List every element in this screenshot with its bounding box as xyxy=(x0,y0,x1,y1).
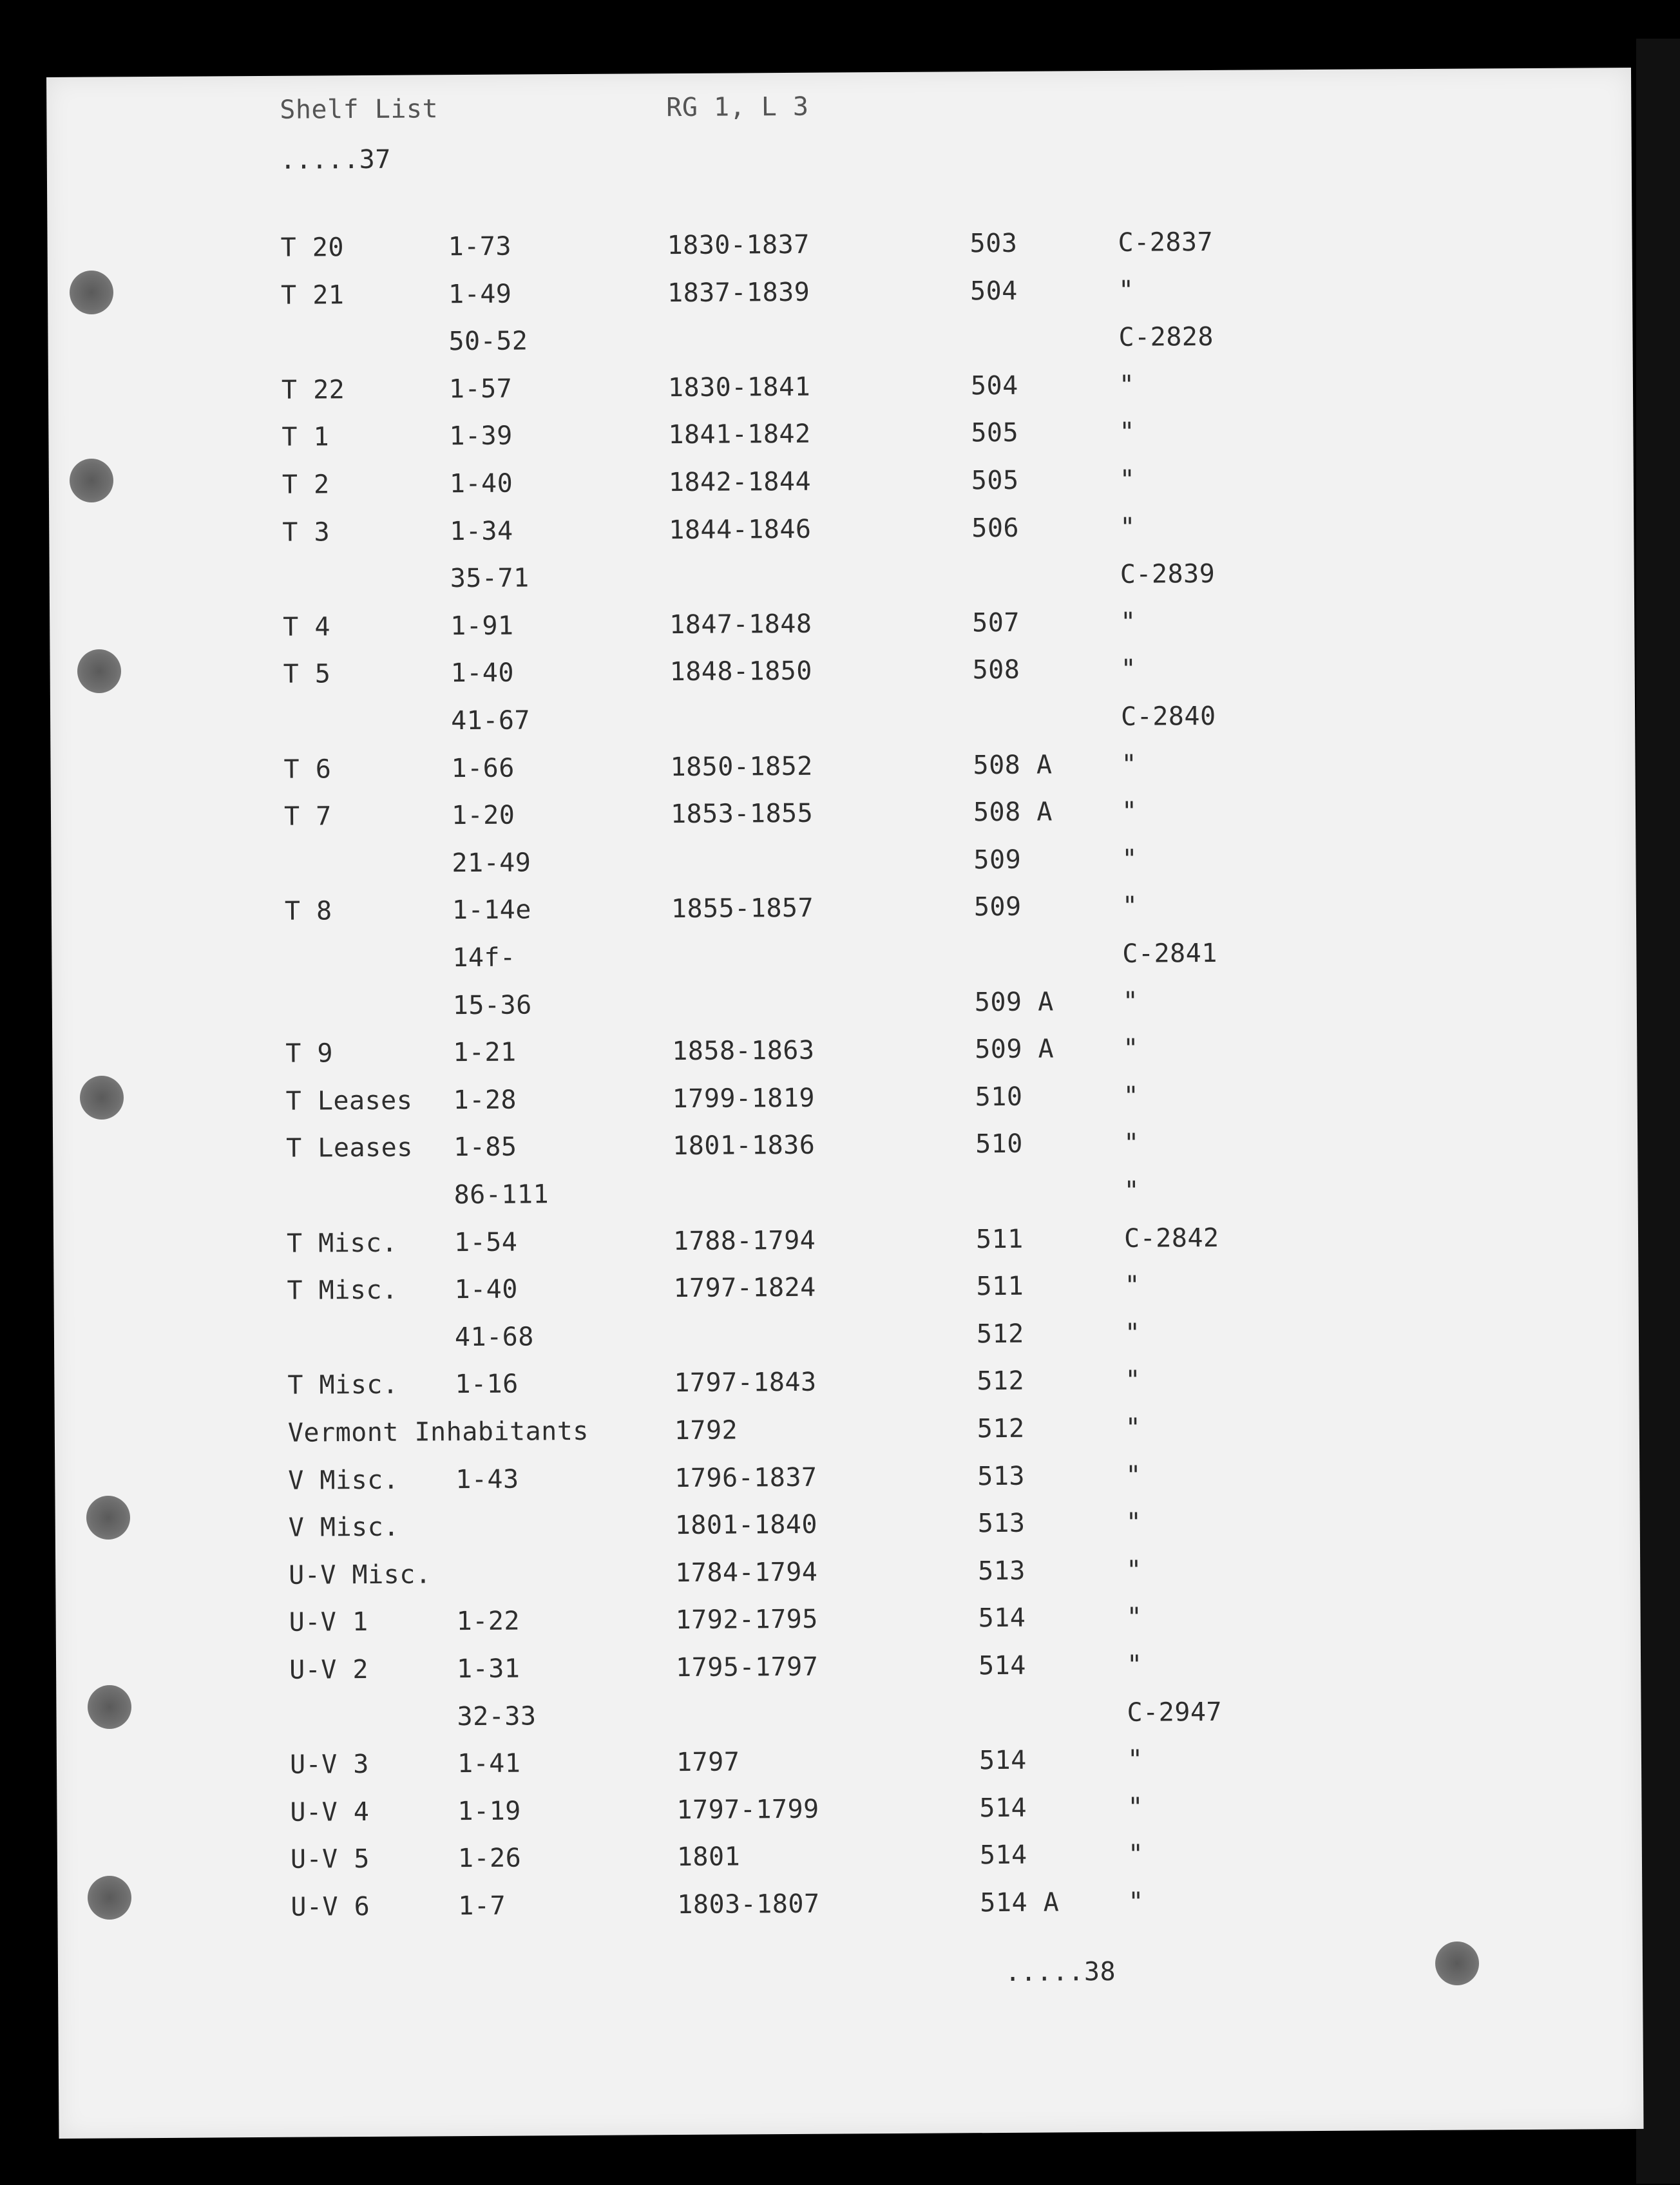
series-cell: T 9 xyxy=(285,1038,334,1069)
items-cell: 1-7 xyxy=(458,1891,506,1922)
box-cell: 513 xyxy=(977,1508,1026,1539)
years-cell: 1844-1846 xyxy=(669,514,812,546)
items-cell: 1-34 xyxy=(450,516,513,547)
series-cell: U-V 3 xyxy=(289,1749,370,1780)
reel-cell: " xyxy=(1125,1507,1142,1538)
box-cell: 511 xyxy=(975,1224,1024,1255)
items-cell: 15-36 xyxy=(452,990,532,1021)
punch-hole xyxy=(80,1076,124,1120)
years-cell: 1797 xyxy=(676,1747,740,1778)
years-cell: 1795-1797 xyxy=(675,1652,819,1683)
items-cell: 1-66 xyxy=(451,753,515,784)
series-cell: T 1 xyxy=(282,422,330,452)
reel-cell: " xyxy=(1118,275,1134,305)
items-cell: 1-31 xyxy=(456,1654,520,1684)
items-cell: 1-43 xyxy=(455,1464,519,1495)
items-cell: 21-49 xyxy=(452,848,531,879)
series-cell: U-V 5 xyxy=(290,1844,370,1875)
series-cell: V Misc. xyxy=(288,1512,399,1543)
box-cell: 514 xyxy=(979,1793,1027,1824)
reel-cell: " xyxy=(1121,796,1138,826)
box-cell: 507 xyxy=(972,607,1020,638)
reel-cell: " xyxy=(1127,1839,1144,1869)
items-cell: 1-40 xyxy=(449,468,513,499)
items-cell: 1-26 xyxy=(457,1843,522,1874)
punch-hole xyxy=(70,271,113,314)
series-cell: U-V 6 xyxy=(291,1891,370,1922)
box-cell: 509 xyxy=(973,892,1022,922)
reel-cell: " xyxy=(1127,1744,1143,1775)
box-cell: 514 A xyxy=(980,1887,1060,1918)
reel-cell: C-2828 xyxy=(1118,321,1214,352)
years-cell: 1853-1855 xyxy=(670,798,814,830)
series-cell: U-V 1 xyxy=(289,1607,368,1637)
years-cell: 1792 xyxy=(674,1415,738,1446)
series-cell: T 3 xyxy=(282,517,330,548)
series-cell: U-V 4 xyxy=(290,1797,370,1827)
series-cell: T 8 xyxy=(284,896,332,926)
box-cell: 514 xyxy=(979,1840,1027,1871)
box-cell: 510 xyxy=(975,1129,1024,1159)
series-cell: T 22 xyxy=(281,375,345,405)
years-cell: 1788-1794 xyxy=(673,1225,816,1257)
reel-cell: " xyxy=(1126,1555,1142,1585)
reel-cell: " xyxy=(1123,1033,1139,1064)
box-cell: 513 xyxy=(977,1461,1026,1492)
box-cell: 514 xyxy=(978,1603,1026,1634)
years-cell: 1799-1819 xyxy=(672,1083,816,1114)
box-cell: 508 A xyxy=(973,750,1053,781)
box-cell: 505 xyxy=(971,417,1019,448)
items-cell: 1-40 xyxy=(454,1274,518,1305)
punch-hole xyxy=(70,459,113,502)
series-cell: V Misc. xyxy=(288,1465,399,1496)
items-cell: 1-19 xyxy=(457,1796,521,1827)
items-cell: 1-14e xyxy=(452,895,531,926)
box-cell: 508 xyxy=(972,654,1020,685)
items-cell: 35-71 xyxy=(450,563,530,594)
years-cell: 1797-1824 xyxy=(673,1272,816,1304)
continued-to: .....38 xyxy=(1004,1956,1116,1987)
years-cell: 1830-1837 xyxy=(667,229,810,261)
document-page xyxy=(46,68,1644,2139)
items-cell: 1-73 xyxy=(448,231,512,262)
reel-cell: " xyxy=(1125,1460,1142,1491)
box-cell: 510 xyxy=(975,1082,1023,1112)
punch-hole xyxy=(88,1876,131,1920)
items-cell: 1-22 xyxy=(456,1606,520,1637)
reel-cell: " xyxy=(1120,607,1136,637)
box-cell: 506 xyxy=(971,513,1020,544)
punch-hole xyxy=(1435,1942,1479,1985)
series-cell: Vermont Inhabitants xyxy=(287,1416,589,1448)
reel-cell: " xyxy=(1126,1650,1143,1680)
reel-cell: " xyxy=(1121,749,1138,779)
items-cell: 41-67 xyxy=(450,705,531,736)
reel-cell: " xyxy=(1127,1792,1144,1822)
series-cell: T Leases xyxy=(286,1132,413,1163)
years-cell: 1850-1852 xyxy=(670,751,813,783)
box-cell: 512 xyxy=(977,1366,1025,1397)
box-cell: 513 xyxy=(978,1556,1026,1587)
items-cell: 1-54 xyxy=(453,1227,518,1258)
years-cell: 1797-1799 xyxy=(676,1794,819,1826)
years-cell: 1796-1837 xyxy=(674,1462,817,1494)
reel-cell: " xyxy=(1125,1365,1141,1395)
series-cell: T 4 xyxy=(283,612,331,642)
box-cell: 508 A xyxy=(973,797,1053,828)
items-cell: 41-68 xyxy=(454,1322,535,1353)
reel-cell: C-2841 xyxy=(1122,938,1217,969)
years-cell: 1858-1863 xyxy=(672,1035,815,1067)
reel-cell: " xyxy=(1120,654,1137,684)
scan-border xyxy=(1636,39,1680,2184)
page-title: Shelf List xyxy=(280,94,439,125)
punch-hole xyxy=(86,1496,130,1540)
reel-cell: " xyxy=(1125,1413,1141,1443)
series-cell: T Misc. xyxy=(287,1275,398,1306)
series-cell: T Misc. xyxy=(287,1369,399,1400)
reel-cell: " xyxy=(1123,1176,1140,1206)
items-cell: 1-20 xyxy=(451,800,515,831)
box-cell: 512 xyxy=(976,1319,1024,1350)
years-cell: 1801-1836 xyxy=(673,1130,816,1161)
box-cell: 504 xyxy=(970,370,1018,401)
items-cell: 1-57 xyxy=(448,374,513,405)
years-cell: 1801-1840 xyxy=(674,1509,818,1541)
items-cell: 1-85 xyxy=(453,1132,517,1163)
years-cell: 1842-1844 xyxy=(668,466,812,498)
series-cell: T 21 xyxy=(280,280,345,310)
box-cell: 514 xyxy=(978,1745,1027,1776)
reel-cell: C-2947 xyxy=(1127,1697,1223,1728)
items-cell: 1-21 xyxy=(453,1037,517,1068)
items-cell: 1-41 xyxy=(457,1748,521,1779)
series-cell: U-V Misc. xyxy=(289,1560,432,1590)
punch-hole xyxy=(88,1685,131,1729)
reel-cell: C-2839 xyxy=(1120,558,1216,589)
years-cell: 1830-1841 xyxy=(667,372,811,403)
series-cell: T 5 xyxy=(283,659,331,689)
years-cell: 1803-1807 xyxy=(677,1889,820,1920)
punch-hole xyxy=(77,649,121,693)
box-cell: 514 xyxy=(978,1650,1026,1681)
reel-cell: " xyxy=(1128,1887,1145,1917)
continued-from: .....37 xyxy=(280,144,392,175)
items-cell: 86-111 xyxy=(453,1179,549,1210)
box-cell: 505 xyxy=(971,465,1019,496)
reel-cell: " xyxy=(1126,1602,1143,1632)
reel-cell: " xyxy=(1119,417,1136,447)
reel-cell: " xyxy=(1120,512,1136,542)
box-cell: 503 xyxy=(969,228,1018,259)
years-cell: 1841-1842 xyxy=(668,419,811,450)
years-cell: 1837-1839 xyxy=(667,277,810,309)
box-cell: 512 xyxy=(977,1413,1025,1444)
box-cell: 511 xyxy=(976,1271,1024,1302)
reel-cell: C-2837 xyxy=(1118,227,1214,258)
items-cell: 1-49 xyxy=(448,279,512,310)
series-cell: T Leases xyxy=(285,1085,413,1116)
items-cell: 50-52 xyxy=(448,326,528,357)
reel-cell: " xyxy=(1123,1081,1140,1111)
box-cell: 504 xyxy=(969,276,1018,307)
reel-cell: C-2842 xyxy=(1123,1223,1219,1254)
box-cell: 509 A xyxy=(975,1034,1055,1065)
series-cell: T 7 xyxy=(283,801,332,832)
items-cell: 1-28 xyxy=(453,1085,517,1116)
items-cell: 14f- xyxy=(452,942,516,973)
items-cell: 1-91 xyxy=(450,611,514,642)
reel-cell: " xyxy=(1124,1270,1141,1301)
items-cell: 1-16 xyxy=(455,1369,519,1400)
box-cell: 509 xyxy=(973,844,1022,875)
items-cell: 1-39 xyxy=(449,421,513,452)
record-group: RG 1, L 3 xyxy=(666,91,809,123)
box-cell: 509 A xyxy=(974,987,1054,1018)
reel-cell: " xyxy=(1122,986,1139,1016)
items-cell: 32-33 xyxy=(457,1701,537,1732)
series-cell: T 20 xyxy=(280,233,345,263)
years-cell: 1797-1843 xyxy=(674,1367,817,1398)
years-cell: 1784-1794 xyxy=(675,1557,818,1589)
series-cell: U-V 2 xyxy=(289,1654,369,1685)
reel-cell: C-2840 xyxy=(1120,701,1216,732)
reel-cell: " xyxy=(1119,464,1136,495)
reel-cell: " xyxy=(1118,370,1135,400)
series-cell: T 6 xyxy=(283,754,332,785)
years-cell: 1855-1857 xyxy=(671,893,814,924)
items-cell: 1-40 xyxy=(450,658,515,689)
years-cell: 1848-1850 xyxy=(669,656,813,687)
years-cell: 1847-1848 xyxy=(669,609,812,640)
years-cell: 1801 xyxy=(676,1842,741,1873)
series-cell: T 2 xyxy=(282,470,330,500)
years-cell: 1792-1795 xyxy=(675,1604,819,1636)
reel-cell: " xyxy=(1124,1318,1141,1348)
reel-cell: " xyxy=(1122,891,1138,921)
series-cell: T Misc. xyxy=(286,1228,398,1259)
reel-cell: " xyxy=(1123,1128,1140,1158)
reel-cell: " xyxy=(1122,844,1138,874)
